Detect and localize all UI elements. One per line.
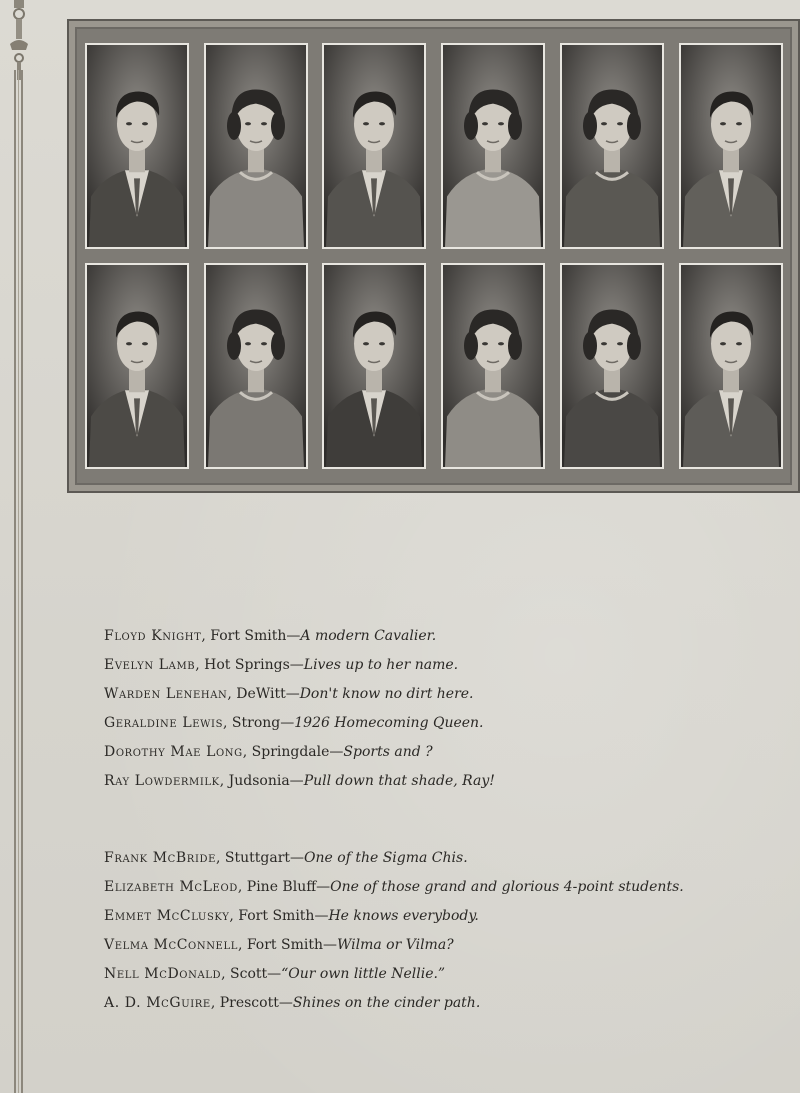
- portrait-photo: [204, 263, 308, 469]
- student-name: Emmet McClusky: [104, 908, 230, 924]
- woman-portrait-icon: [562, 45, 662, 247]
- student-name: A. D. McGuire: [104, 995, 211, 1011]
- motto: “Our own little Nellie.”: [281, 966, 446, 982]
- motto: Shines on the cinder path.: [292, 995, 481, 1011]
- motto: 1926 Homecoming Queen.: [294, 715, 484, 731]
- man-portrait-icon: [681, 45, 781, 247]
- motto: He knows everybody.: [328, 908, 479, 924]
- hometown: , Springdale—: [242, 744, 344, 760]
- hometown: , Prescott—: [210, 995, 293, 1011]
- student-name: Ray Lowdermilk: [104, 773, 220, 789]
- man-portrait-icon: [87, 265, 187, 467]
- motto: A modern Cavalier.: [300, 628, 437, 644]
- student-name: Evelyn Lamb: [104, 657, 196, 673]
- portrait-photo: [560, 263, 664, 469]
- portrait-photo: [322, 43, 426, 249]
- hometown: , Scott—: [221, 966, 282, 982]
- hometown: , Hot Springs—: [195, 657, 304, 673]
- student-name: Floyd Knight: [104, 628, 202, 644]
- hometown: , Fort Smith—: [237, 937, 337, 953]
- caption-list-first: [104, 626, 764, 800]
- man-portrait-icon: [87, 45, 187, 247]
- motto: Lives up to her name.: [303, 657, 459, 673]
- ornament-finial-icon: [8, 0, 30, 80]
- caption-entry: [104, 626, 764, 655]
- man-portrait-icon: [324, 45, 424, 247]
- portrait-photo: [441, 43, 545, 249]
- caption-entry: [104, 935, 764, 964]
- portrait-photo: [85, 263, 189, 469]
- motto: One of those grand and glorious 4-point students.: [330, 879, 684, 895]
- caption-entry: [104, 964, 764, 993]
- woman-portrait-icon: [206, 265, 306, 467]
- portrait-photo: [679, 43, 783, 249]
- hometown: , Fort Smith—: [229, 908, 329, 924]
- caption-entry: [104, 993, 764, 1022]
- student-name: Dorothy Mae Long: [104, 744, 243, 760]
- student-name: Velma McConnell: [104, 937, 238, 953]
- motto: Wilma or Vilma?: [337, 937, 454, 953]
- student-name: Nell McDonald: [104, 966, 222, 982]
- student-name: Warden Lenehan: [104, 686, 228, 702]
- man-portrait-icon: [681, 265, 781, 467]
- portrait-photo: [85, 43, 189, 249]
- motto: Pull down that shade, Ray!: [303, 773, 495, 789]
- motto: Sports and ?: [343, 744, 433, 760]
- portrait-photo: [679, 263, 783, 469]
- woman-portrait-icon: [443, 45, 543, 247]
- student-name: Frank McBride: [104, 850, 217, 866]
- caption-entry: [104, 848, 764, 877]
- caption-entry: [104, 655, 764, 684]
- motto: Don't know no dirt here.: [299, 686, 474, 702]
- left-ornamental-rule: [8, 0, 30, 1093]
- caption-entry: [104, 713, 764, 742]
- portrait-photo: [322, 263, 426, 469]
- caption-entry: [104, 771, 764, 800]
- student-name: Elizabeth McLeod: [104, 879, 238, 895]
- portrait-frame: [67, 19, 800, 493]
- caption-entry: [104, 877, 764, 906]
- portrait-photo: [560, 43, 664, 249]
- portrait-grid: [85, 43, 785, 477]
- caption-entry: [104, 906, 764, 935]
- caption-entry: [104, 684, 764, 713]
- hometown: , Strong—: [223, 715, 295, 731]
- man-portrait-icon: [324, 265, 424, 467]
- hometown: , Pine Bluff—: [237, 879, 331, 895]
- hometown: , Judsonia—: [219, 773, 304, 789]
- caption-entry: [104, 742, 764, 771]
- woman-portrait-icon: [206, 45, 306, 247]
- motto: One of the Sigma Chis.: [304, 850, 468, 866]
- hometown: , DeWitt—: [227, 686, 300, 702]
- woman-portrait-icon: [562, 265, 662, 467]
- student-name: Geraldine Lewis: [104, 715, 224, 731]
- hometown: , Stuttgart—: [216, 850, 305, 866]
- portrait-photo: [204, 43, 308, 249]
- portrait-photo: [441, 263, 545, 469]
- woman-portrait-icon: [443, 265, 543, 467]
- hometown: , Fort Smith—: [201, 628, 301, 644]
- caption-list-second: [104, 848, 764, 1022]
